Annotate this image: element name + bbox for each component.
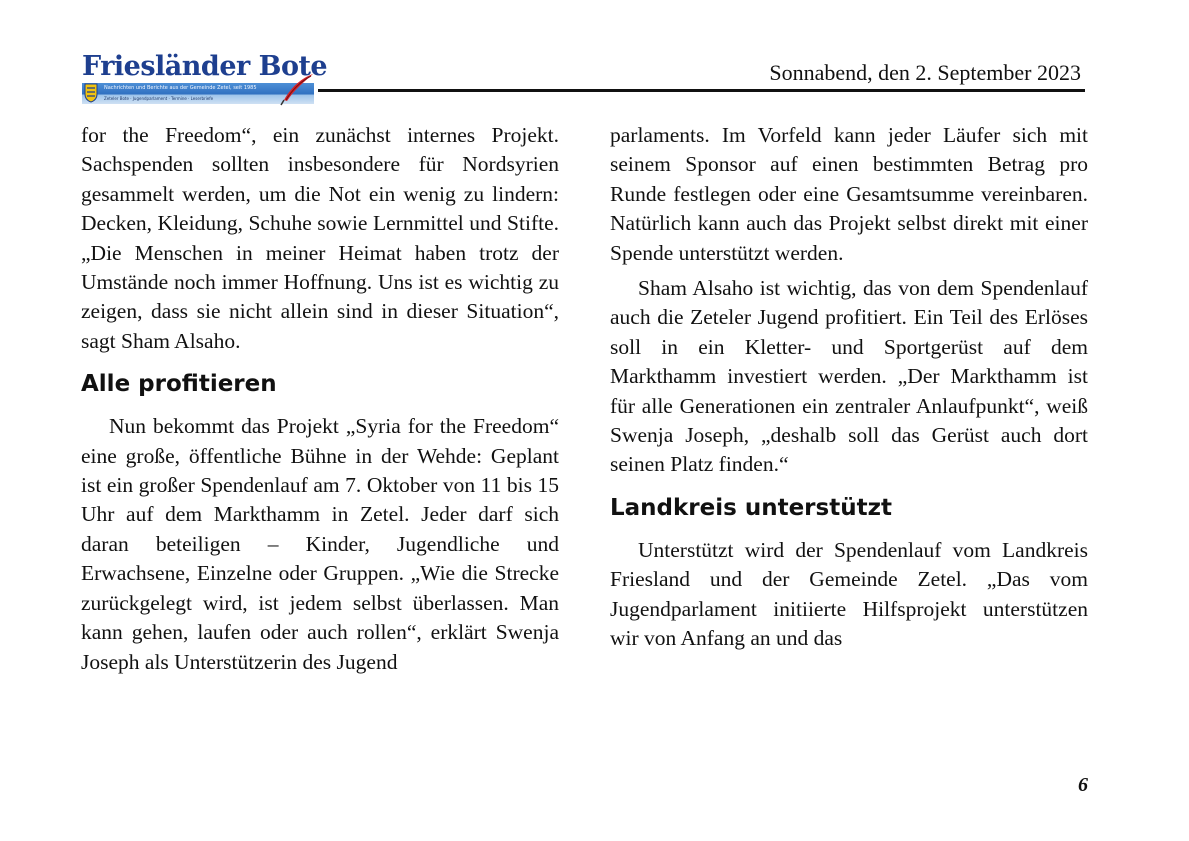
article-paragraph: Nun bekommt das Projekt „Syria for the Freedom“ eine große, öffentliche Bühne in der Wehde: Geplant ist ein großer Spendenlauf am 7. Oktober von 11 bis 15 Uhr auf dem Markthamm in Zetel. Jeder darf sich daran beteiligen – Kinder, Jugendliche und Erwachsene, Einzelne oder Gruppen. „Wie die Strecke zurückgelegt wird, ist jedem selbst überlassen. Man kann gehen, laufen oder auch rollen“, erklärt Swenja Joseph als Unterstützerin des Jugend	[81, 414, 559, 674]
logo-tagline: Nachrichten und Berichte aus der Gemeinde Zetel, seit 1985	[104, 85, 257, 91]
quill-pen-icon	[278, 72, 316, 106]
logo-title: Friesländer Bote	[82, 51, 328, 82]
logo-details: Zeteler Bote · Jugendparlament · Termine · Leserbriefe	[104, 96, 214, 101]
article-paragraph: Unterstützt wird der Spendenlauf vom Landkreis Friesland und der Gemeinde Zetel. „Das vom Jugendparlament initiierte Hilfsprojekt unterstützen wir von Anfang an und das	[610, 537, 1088, 651]
masthead-logo	[82, 51, 328, 106]
issue-date: Sonnabend, den 2. September 2023	[769, 60, 1081, 85]
section-heading: Landkreis unterstützt	[610, 494, 892, 521]
article-paragraph: for the Freedom“, ein zunächst internes Projekt. Sachspenden sollten insbesondere für Nordsyrien gesammelt werden, um die Not ein wenig zu lindern: Decken, Kleidung, Schuhe sowie Lernmittel und Stifte. „Die Menschen in meiner Heimat haben trotz der Umstände noch immer Hoffnung. Uns ist es wichtig zu zeigen, dass sie nicht allein sind in dieser Situation“, sagt Sham Alsaho.	[81, 123, 559, 353]
coat-of-arms-icon	[84, 83, 98, 103]
article-column-right	[610, 121, 1088, 654]
article-paragraph: Sham Alsaho ist wichtig, das von dem Spendenlauf auch die Zeteler Jugend profitiert. Ein Teil des Erlöses soll in ein Kletter- und Sportgerüst auf dem Markthamm investiert werden. „Der Markthamm ist für alle Generationen ein zentraler Anlaufpunkt“, weiß Swenja Joseph, „deshalb soll das Gerüst auch dort seinen Platz finden.“	[610, 276, 1088, 477]
header-rule	[318, 89, 1085, 92]
page-number: 6	[1078, 774, 1088, 796]
section-heading: Alle profitieren	[81, 371, 277, 398]
article-paragraph: parlaments. Im Vorfeld kann jeder Läufer sich mit seinem Sponsor auf einen bestimmten Betrag pro Runde festlegen oder eine Gesamtsumme vereinbaren. Natürlich kann auch das Projekt selbst direkt mit einer Spende unterstützt werden.	[610, 123, 1088, 265]
article-column-left	[81, 121, 559, 677]
